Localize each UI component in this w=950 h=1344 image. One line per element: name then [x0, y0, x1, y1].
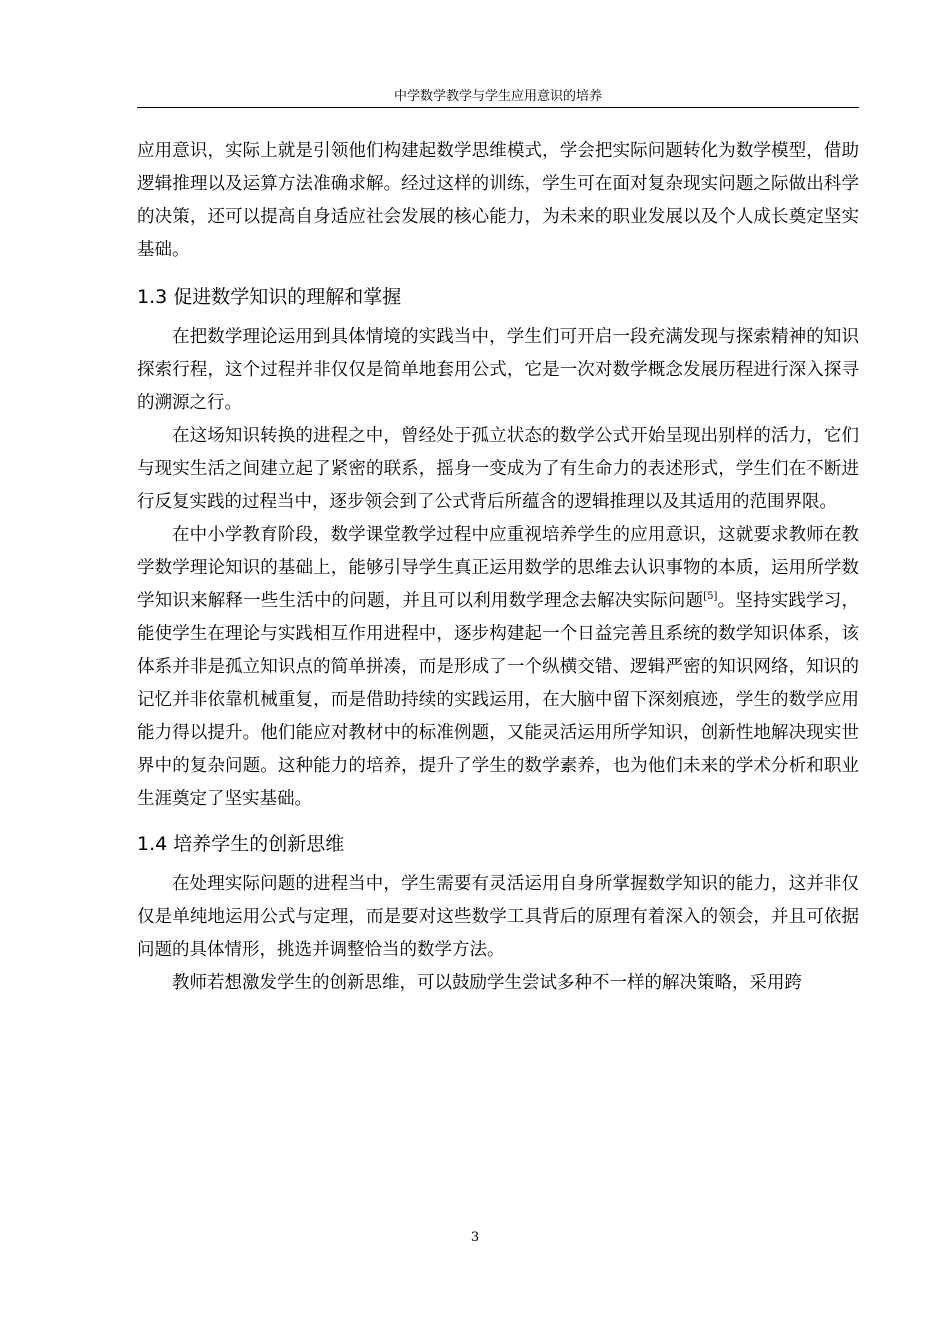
page-number: 3: [470, 1230, 480, 1245]
paragraph: 在把数学理论运用到具体情境的实践当中，学生们可开启一段充满发现与探索精神的知识探索行程，这个过程并非仅仅是简单地套用公式，它是一次对数学概念发展历程进行深入探寻的溯源之行。: [137, 327, 859, 413]
paragraph: 教师若想激发学生的创新思维，可以鼓励学生尝试多种不一样的解决策略，采用跨: [172, 973, 802, 993]
section-heading-1-3: 1.3 促进数学知识的理解和掌握: [137, 286, 402, 308]
paragraph: 在处理实际问题的进程当中，学生需要有灵活运用自身所掌握数学知识的能力，这并非仅仅是单纯地运用公式与定理，而是要对这些数学工具背后的原理有着深入的领会，并且可依据问题的具体情形，挑选并调整恰当的数学方法。: [137, 874, 859, 960]
paragraph-text: 。坚持实践学习，能使学生在理论与实践相互作用进程中，逐步构建起一个日益完善且系统的数学知识体系，该体系并非是孤立知识点的简单拼凑，而是形成了一个纵横交错、逻辑严密的知识网络，知识的记忆并非依靠机械重复，而是借助持续的实践运用，在大脑中留下深刻痕迹，学生的数学应用能力得以提升。他们能应对教材中的标准例题，又能灵活运用所学知识，创新性地解决现实世界中的复杂问题。这种能力的培养，提升了学生的数学素养，也为他们未来的学术分析和职业生涯奠定了坚实基础。: [137, 591, 860, 809]
body-text: [137, 135, 859, 1000]
paragraph-with-citation: [137, 519, 859, 816]
header-rule: [137, 107, 859, 108]
running-header: 中学数学教学与学生应用意识的培养: [393, 89, 602, 104]
paragraph: 应用意识，实际上就是引领他们构建起数学思维模式，学会把实际问题转化为数学模型，借助逻辑推理以及运算方法准确求解。经过这样的训练，学生可在面对复杂现实问题之际做出科学的决策，还可以提高自身适应社会发展的核心能力，为未来的职业发展以及个人成长奠定坚实基础。: [137, 141, 859, 260]
section-heading-1-4: 1.4 培养学生的创新思维: [137, 833, 345, 855]
paragraph: 在这场知识转换的进程之中，曾经处于孤立状态的数学公式开始呈现出别样的活力，它们与现实生活之间建立起了紧密的联系，摇身一变成为了有生命力的表述形式，学生们在不断进行反复实践的过程当中，逐步领会到了公式背后所蕴含的逻辑推理以及其适用的范围界限。: [137, 426, 859, 512]
paragraph-text: 在中小学教育阶段，数学课堂教学过程中应重视培养学生的应用意识，这就要求教师在教学数学理论知识的基础上，能够引导学生真正运用数学的思维去认识事物的本质，运用所学数学知识来解释一些生活中的问题，并且可以利用数学理念去解决实际问题: [137, 525, 859, 611]
citation-5: [5]: [703, 591, 718, 603]
